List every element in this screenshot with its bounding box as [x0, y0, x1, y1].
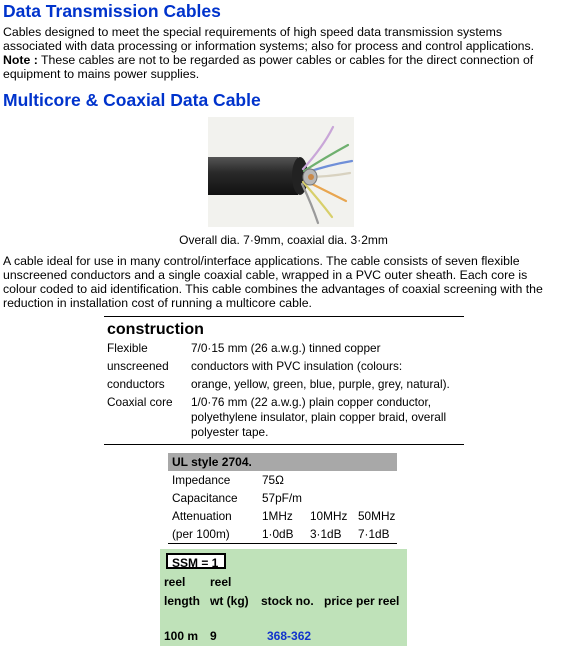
construction-key: Flexible: [107, 341, 148, 355]
freq-2: 10MHz: [310, 509, 348, 523]
table-row: [172, 525, 395, 543]
ul-style-table: [168, 453, 397, 544]
reel-length-header-2: length: [164, 594, 200, 608]
construction-title: construction: [107, 321, 204, 338]
page-title: Data Transmission Cables: [3, 1, 221, 21]
note-label: Note :: [3, 53, 38, 67]
atten-3: 7·1dB: [358, 527, 390, 541]
row-reel-length: 100 m: [164, 629, 199, 643]
construction-key: unscreened: [107, 359, 169, 373]
atten-2: 3·1dB: [310, 527, 342, 541]
construction-value: 1/0·76 mm (22 a.w.g.) plain copper conductor, polyethylene insulator, plain copper braid, overall polyester tape.: [191, 395, 447, 439]
atten-1: 1·0dB: [262, 527, 294, 541]
table-row: [104, 357, 464, 375]
construction-value: conductors with PVC insulation (colours:: [191, 359, 403, 373]
capacitance-label: Capacitance: [172, 491, 238, 505]
capacitance-value: 57pF/m: [262, 491, 302, 505]
intro-body: Cables designed to meet the special requirements of high speed data transmission systems associated with data processing or information systems; also for process and control applications.: [3, 25, 535, 53]
section-title: Multicore & Coaxial Data Cable: [3, 90, 261, 110]
table-row: [104, 339, 464, 357]
ssm-badge: SSM = 1: [166, 553, 226, 569]
ul-style-title: UL style 2704.: [168, 453, 397, 471]
table-row: [104, 393, 464, 440]
reel-wt-header-1: reel: [210, 575, 232, 589]
photo-caption: Overall dia. 7·9mm, coaxial dia. 3·2mm: [179, 233, 388, 247]
price-header: price per reel: [324, 594, 400, 608]
table-row: [172, 507, 395, 525]
attenuation-label: Attenuation: [172, 509, 232, 523]
description-text: A cable ideal for use in many control/interface applications. The cable consists of seven flexible unscreened conductors and a single coaxial cable, wrapped in a PVC outer sheath. Each core is colour coded to aid identification. This cable combines the advantages of coaxial screening with the reduction in installation cost of running a multicore cable.: [3, 254, 543, 310]
freq-1: 1MHz: [262, 509, 293, 523]
table-row: [172, 471, 395, 489]
intro-text: [3, 25, 563, 81]
reel-length-header-1: reel: [164, 575, 186, 589]
per-label: (per 100m): [172, 527, 230, 541]
impedance-value: 75Ω: [262, 473, 284, 487]
reel-wt-header-2: wt (kg): [210, 594, 249, 608]
construction-key: conductors: [107, 377, 165, 391]
construction-table: [104, 316, 464, 445]
stock-no-header: stock no.: [261, 594, 314, 608]
ordering-table: [160, 549, 407, 646]
row-reel-wt: 9: [210, 629, 217, 643]
construction-value: 7/0·15 mm (26 a.w.g.) tinned copper: [191, 341, 381, 355]
stock-number-link[interactable]: 368-362: [267, 629, 312, 643]
cable-photo: [208, 117, 354, 227]
construction-key: Coaxial core: [107, 395, 173, 409]
note-text: These cables are not to be regarded as power cables or cables for the direct connection of equipment to mains power supplies.: [3, 53, 534, 81]
table-row: [104, 375, 464, 393]
table-row: [172, 489, 395, 507]
construction-value: orange, yellow, green, blue, purple, grey, natural).: [191, 377, 450, 391]
freq-3: 50MHz: [358, 509, 396, 523]
impedance-label: Impedance: [172, 473, 231, 487]
cable-photo-illustration: [208, 117, 354, 227]
